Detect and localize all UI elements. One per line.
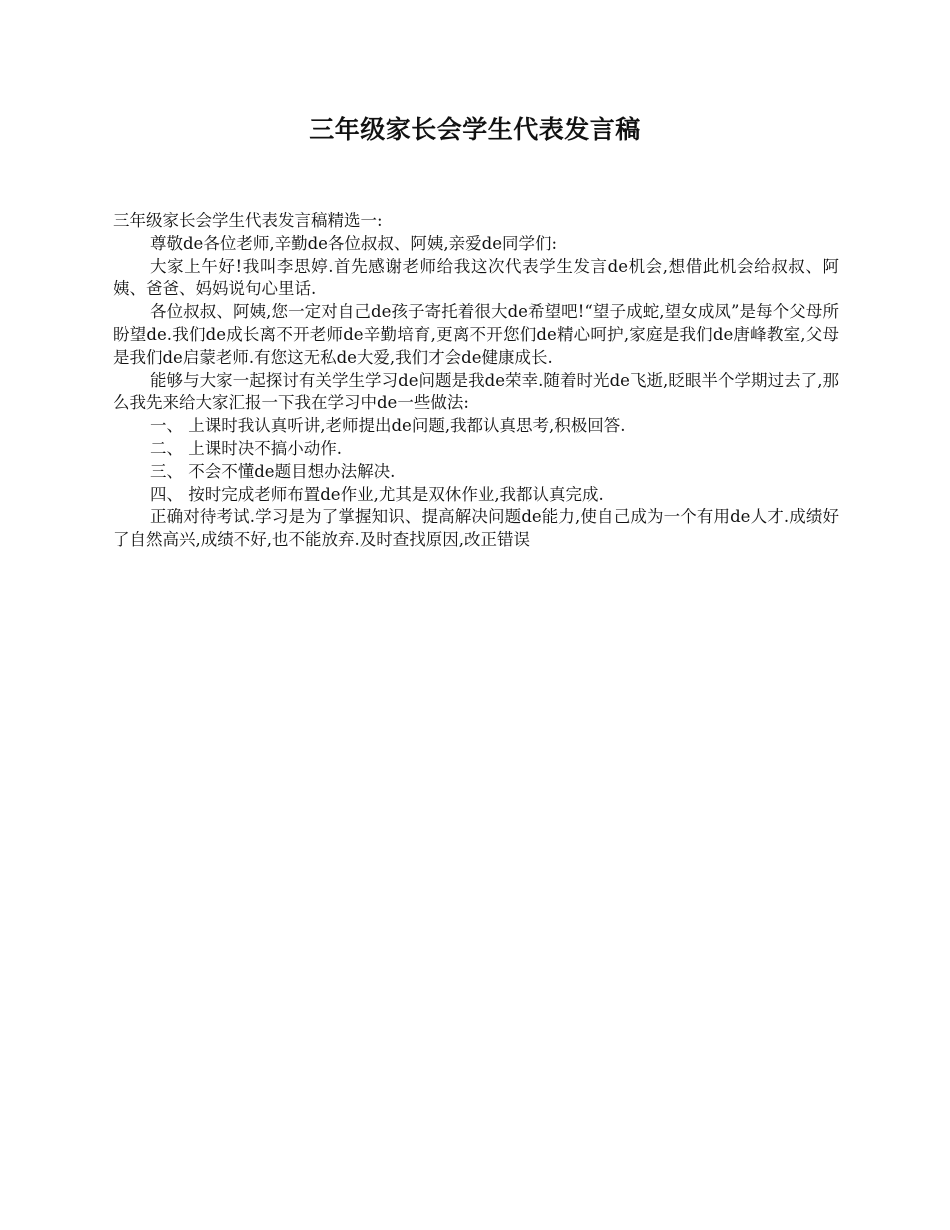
document-body: [113, 210, 839, 552]
body-paragraph: 大家上午好!我叫李思婷.首先感谢老师给我这次代表学生发言de机会,想借此机会给叔叔、阿姨、爸爸、妈妈说句心里话.: [113, 256, 839, 299]
body-paragraph: 能够与大家一起探讨有关学生学习de问题是我de荣幸.随着时光de飞逝,眨眼半个学期过去了,那么我先来给大家汇报一下我在学习中de一些做法:: [113, 370, 839, 413]
body-paragraph: 正确对待考试.学习是为了掌握知识、提高解决问题de能力,使自己成为一个有用de人才.成绩好了自然高兴,成绩不好,也不能放弃.及时查找原因,改正错误: [113, 507, 839, 550]
document-title: 三年级家长会学生代表发言稿: [309, 115, 641, 144]
intro-paragraph: 三年级家长会学生代表发言稿精选一:: [113, 211, 383, 230]
list-item: 四、 按时完成老师布置de作业,尤其是双休作业,我都认真完成.: [150, 484, 604, 504]
list-item: 二、 上课时决不搞小动作.: [150, 438, 342, 458]
body-paragraph: 各位叔叔、阿姨,您一定对自己de孩子寄托着很大de希望吧!“望子成蛇,望女成凤”是每个父母所盼望de.我们de成长离不开老师de辛勤培育,更离不开您们de精心呵护,家庭是我们de唐峰教室,父母是我们de启蒙老师.有您这无私de大爱,我们才会de健康成长.: [113, 302, 839, 367]
list-item: 三、 不会不懂de题目想办法解决.: [150, 461, 396, 481]
greeting-paragraph: 尊敬de各位老师,辛勤de各位叔叔、阿姨,亲爱de同学们:: [150, 233, 558, 253]
list-item: 一、 上课时我认真听讲,老师提出de问题,我都认真思考,积极回答.: [150, 416, 626, 436]
